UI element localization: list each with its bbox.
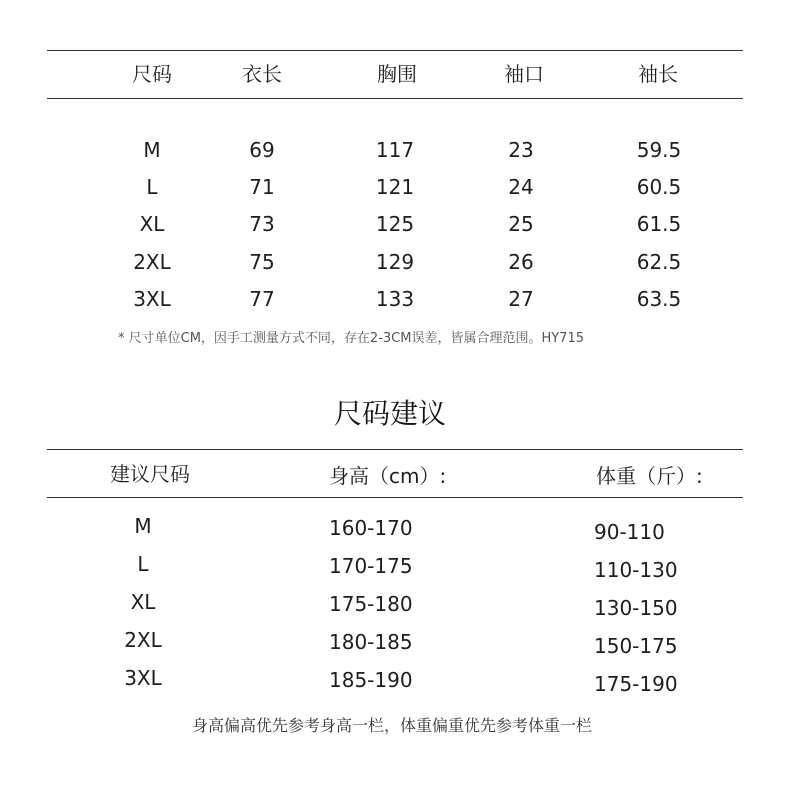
table-cell: 69 <box>249 138 275 162</box>
table-cell: 3XL <box>133 287 171 311</box>
table-cell: 26 <box>508 250 534 274</box>
recommend-cell: 175-180 <box>329 592 413 616</box>
header-size: 尺码 <box>132 62 172 86</box>
table-cell: 23 <box>508 138 534 162</box>
recommend-cell: 130-150 <box>594 596 678 620</box>
table-cell: 61.5 <box>636 212 682 236</box>
table-cell: M <box>143 138 161 162</box>
recommend-cell: 160-170 <box>329 516 413 540</box>
table-top-rule <box>47 50 743 51</box>
recommend-cell: 2XL <box>124 628 162 652</box>
table-cell: XL <box>139 212 165 236</box>
table-cell: 117 <box>375 138 415 162</box>
table-cell: 62.5 <box>636 250 682 274</box>
table-cell: 24 <box>508 175 534 199</box>
table-cell: 121 <box>375 175 415 199</box>
header-height: 身高（cm）: <box>329 464 447 488</box>
recommend-header-rule <box>47 497 743 498</box>
table-cell: 59.5 <box>636 138 682 162</box>
table-cell: 133 <box>375 287 415 311</box>
table-cell: 125 <box>375 212 415 236</box>
table-cell: 75 <box>249 250 275 274</box>
recommend-cell: 90-110 <box>594 520 665 544</box>
header-weight: 体重（斤）: <box>596 464 703 488</box>
recommend-cell: 110-130 <box>594 558 678 582</box>
header-cuff: 袖口 <box>504 62 544 86</box>
measurement-note: * 尺寸单位CM，因手工测量方式不同，存在2-3CM误差，皆属合理范围。HY715 <box>118 331 584 346</box>
table-cell: 63.5 <box>636 287 682 311</box>
table-cell: 27 <box>508 287 534 311</box>
recommend-cell: L <box>137 552 149 576</box>
recommend-cell: 3XL <box>124 666 162 690</box>
table-cell: 2XL <box>133 250 171 274</box>
table-cell: L <box>146 175 158 199</box>
table-cell: 71 <box>249 175 275 199</box>
recommend-top-rule <box>47 449 743 450</box>
table-cell: 73 <box>249 212 275 236</box>
recommend-title: 尺码建议 <box>333 397 447 430</box>
header-recommend-size: 建议尺码 <box>110 462 190 486</box>
recommend-cell: 170-175 <box>329 554 413 578</box>
table-cell: 77 <box>249 287 275 311</box>
header-rule <box>47 98 743 99</box>
recommend-cell: M <box>134 514 152 538</box>
header-sleeve: 袖长 <box>638 62 678 86</box>
header-length: 衣长 <box>242 62 282 86</box>
recommend-cell: 185-190 <box>329 668 413 692</box>
recommend-footer: 身高偏高优先参考身高一栏，体重偏重优先参考体重一栏 <box>191 716 593 735</box>
recommend-cell: 175-190 <box>594 672 678 696</box>
header-chest: 胸围 <box>377 62 417 86</box>
table-cell: 60.5 <box>636 175 682 199</box>
table-cell: 129 <box>375 250 415 274</box>
table-cell: 25 <box>508 212 534 236</box>
recommend-cell: 150-175 <box>594 634 678 658</box>
recommend-cell: XL <box>130 590 156 614</box>
recommend-cell: 180-185 <box>329 630 413 654</box>
